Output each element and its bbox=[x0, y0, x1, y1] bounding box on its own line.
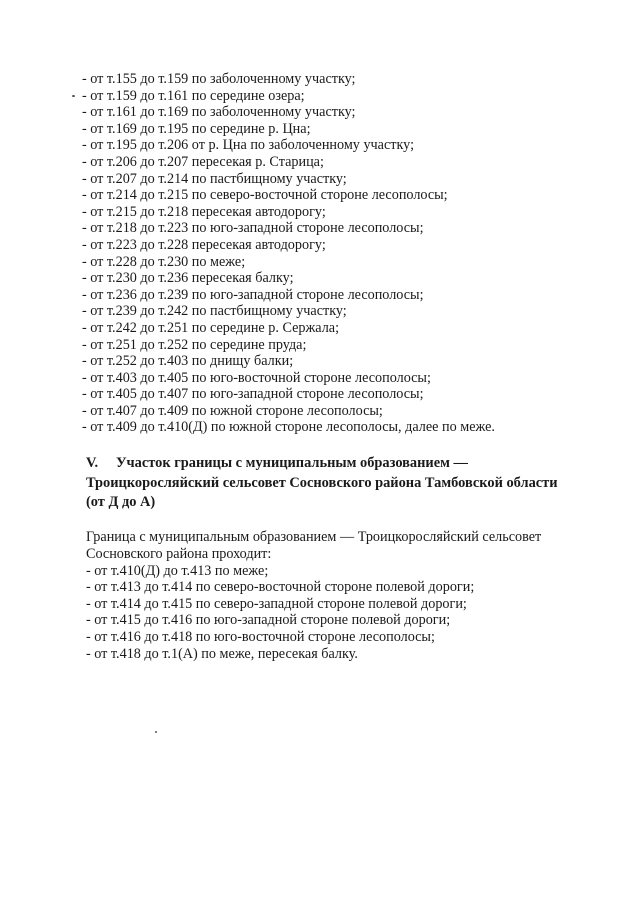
list-item: - от т.239 до т.242 по пастбищному участку; bbox=[82, 303, 347, 320]
list-item: - от т.155 до т.159 по заболоченному участку; bbox=[82, 71, 356, 87]
list-item: - от т.236 до т.239 по юго-западной стороне лесополосы; bbox=[82, 286, 424, 303]
list-item: - от т.407 до т.409 по южной стороне лесополосы; bbox=[82, 402, 383, 419]
list-item: - от т.228 до т.230 по меже; bbox=[82, 253, 246, 270]
scan-speck bbox=[72, 95, 75, 97]
list-item: - от т.215 до т.218 пересекая автодорогу; bbox=[82, 203, 326, 220]
list-item: - от т.409 до т.410(Д) по южной стороне лесополосы, далее по меже. bbox=[82, 419, 495, 436]
list-item: - от т.195 до т.206 от р. Цна по заболоченному участку; bbox=[82, 137, 415, 154]
list-item: - от т.405 до т.407 по юго-западной стороне лесополосы; bbox=[82, 386, 424, 403]
section-heading bbox=[86, 454, 611, 513]
list-item: - от т.416 до т.418 по юго-восточной стороне лесополосы; bbox=[86, 628, 435, 645]
list-item: - от т.214 до т.215 по северо-восточной стороне лесополосы; bbox=[82, 187, 448, 204]
intro-line: Граница с муниципальным образованием — Троицкоросляйский сельсовет bbox=[86, 529, 542, 545]
list-item: - от т.169 до т.195 по середине р. Цна; bbox=[82, 120, 311, 137]
boundary-list bbox=[82, 71, 602, 436]
section-number: V. bbox=[86, 455, 99, 471]
section-heading-line: Троицкоросляйский сельсовет Сосновского района Тамбовской области bbox=[86, 474, 558, 491]
list-item: - от т.159 до т.161 по середине озера; bbox=[82, 87, 305, 104]
list-item: - от т.418 до т.1(А) по меже, пересекая балку. bbox=[86, 645, 358, 662]
section-title: Участок границы с муниципальным образованием — bbox=[116, 455, 468, 471]
list-item: - от т.223 до т.228 пересекая автодорогу; bbox=[82, 236, 326, 253]
section-heading-line bbox=[86, 454, 611, 474]
list-item: - от т.161 до т.169 по заболоченному участку; bbox=[82, 104, 356, 121]
list-item: - от т.242 до т.251 по середине р. Сержала; bbox=[82, 319, 340, 336]
list-item: - от т.403 до т.405 по юго-восточной стороне лесополосы; bbox=[82, 369, 431, 386]
list-item: - от т.218 до т.223 по юго-западной стороне лесополосы; bbox=[82, 220, 424, 237]
section-list bbox=[86, 563, 611, 663]
list-item: - от т.414 до т.415 по северо-западной стороне полевой дороги; bbox=[86, 595, 467, 612]
section-heading-line: (от Д до А) bbox=[86, 494, 156, 510]
list-item: - от т.413 до т.414 по северо-восточной стороне полевой дороги; bbox=[86, 579, 475, 596]
list-item: - от т.410(Д) до т.413 по меже; bbox=[86, 562, 269, 579]
section-body bbox=[86, 529, 611, 662]
list-item: - от т.207 до т.214 по пастбищному участку; bbox=[82, 170, 347, 187]
list-item: - от т.252 до т.403 по днищу балки; bbox=[82, 353, 294, 370]
list-item: - от т.230 до т.236 пересекая балку; bbox=[82, 270, 294, 287]
list-item: - от т.415 до т.416 по юго-западной стороне полевой дороги; bbox=[86, 612, 451, 629]
scan-speck bbox=[155, 731, 157, 733]
section-intro bbox=[86, 529, 611, 563]
intro-line: Сосновского района проходит: bbox=[86, 545, 272, 562]
list-item: - от т.251 до т.252 по середине пруда; bbox=[82, 336, 307, 353]
list-item: - от т.206 до т.207 пересекая р. Старица; bbox=[82, 153, 324, 170]
